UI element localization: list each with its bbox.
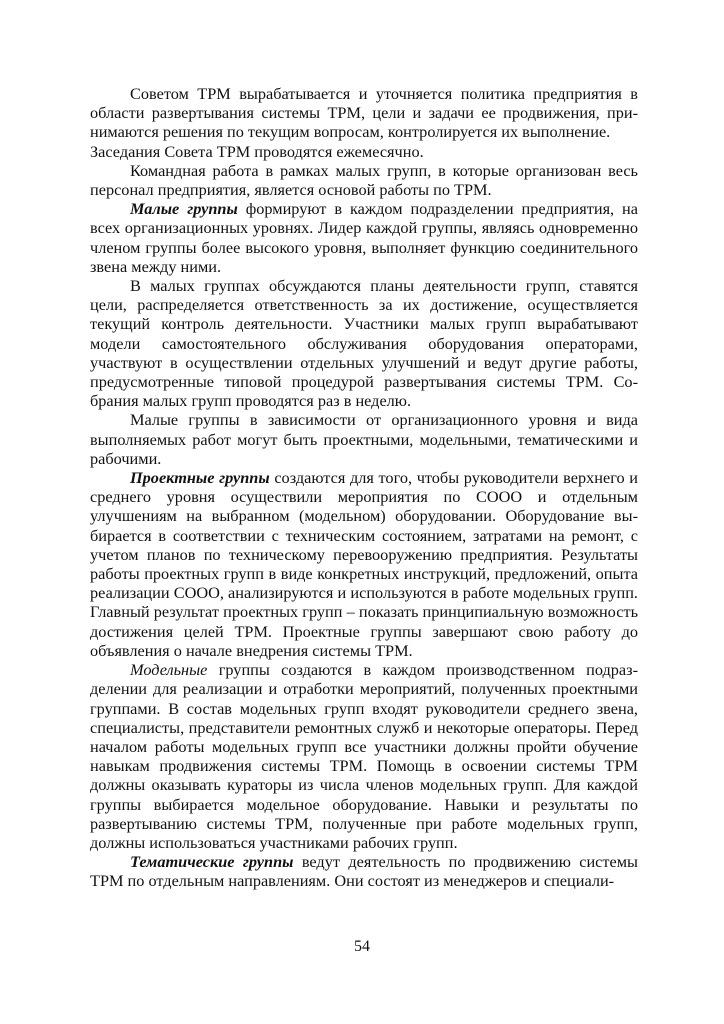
- paragraph-8: [90, 660, 638, 852]
- paragraph-9: [90, 852, 638, 890]
- paragraph-6: [90, 410, 638, 468]
- paragraph-6-text: Малые группы в зависимости от организационного уровня и вида выполняемых работ могут быть проектными, модельными, тематическими и рабочими.: [90, 410, 638, 468]
- paragraph-7-text: создаются для того, чтобы руководители верхнего и среднего уровня осуществили мероприятия по СООО и отдельным улучшениям на выбранном (модельном) оборудовании. Оборудование выбирается в соответствии с техническим состоянием, затратами на ремонт, с учетом планов по техническому перевооружению предприятия. Результаты работы проектных групп в виде конкретных инструкций, предложений, опыта реализации СООО, анализируются и используются в работе модельных групп. Главный результат проектных групп – показать принципиальную возможность достижения целей ТРМ. Проектные группы завершают свою работу до объявления о начале внедрения системы ТРМ.: [90, 468, 638, 660]
- term-small-groups: Малые группы: [130, 199, 238, 219]
- paragraph-7: [90, 468, 638, 660]
- paragraph-2-text: Заседания Совета ТРМ проводятся ежемесячно.: [90, 141, 424, 161]
- paragraph-9-text: ведут деятельность по продвижению системы ТРМ по отдельным направлениям. Они состоят из менеджеров и специали-: [90, 852, 638, 891]
- paragraph-2: [90, 142, 638, 161]
- body-text: [90, 84, 638, 891]
- paragraph-1: [90, 84, 638, 142]
- page-number: 54: [354, 938, 370, 955]
- term-model-groups: Модельные: [130, 660, 208, 680]
- term-project-groups: Проектные группы: [130, 468, 270, 488]
- paragraph-8-text: группы создаются в каждом производственном подразделении для реализации и отработки мероприятий, полученных проектными группами. В состав модельных групп входят руководители среднего звена, специалисты, представители ремонтных служб и некоторые операторы. Перед началом работы модельных групп все участники должны пройти обучение навыкам продвижения системы ТРМ. Помощь в освоении системы ТРМ должны оказывать кураторы из числа членов модельных групп. Для каждой группы выбирается модельное оборудование. Навыки и результаты по развертыванию системы ТРМ, полученные при работе модельных групп, должны использоваться участниками рабочих групп.: [90, 660, 638, 852]
- paragraph-4-text: формируют в каждом подразделении предприятия, на всех организационных уровнях. Лидер каждой группы, являясь одновременно членом группы более высокого уровня, выполняет функцию соединительного звена между ними.: [90, 199, 638, 276]
- paragraph-1-text: Советом ТРМ вырабатывается и уточняется политика предприятия в области развертывания системы ТРМ, цели и задачи ее продвижения, принимаются решения по текущим вопросам, контролируется их выполнение.: [90, 84, 638, 142]
- paragraph-3-text: Командная работа в рамках малых групп, в которые организован весь персонал предприятия, является основой работы по ТРМ.: [90, 160, 638, 200]
- paragraph-5: [90, 276, 638, 410]
- paragraph-3: [90, 161, 638, 199]
- term-thematic-groups: Тематические группы: [130, 852, 294, 872]
- paragraph-5-text: В малых группах обсуждаются планы деятельности групп, ставятся цели, распределяется ответственность за их достижение, осуществляется текущий контроль деятельности. Участники малых групп вырабатывают модели самостоятельного обслуживания оборудования операторами, участвуют в осуществлении отдельных улучшений и ведут другие работы, предусмотренные типовой процедурой развертывания системы ТРМ. Собрания малых групп проводятся раз в неделю.: [90, 276, 638, 411]
- paragraph-4: [90, 199, 638, 276]
